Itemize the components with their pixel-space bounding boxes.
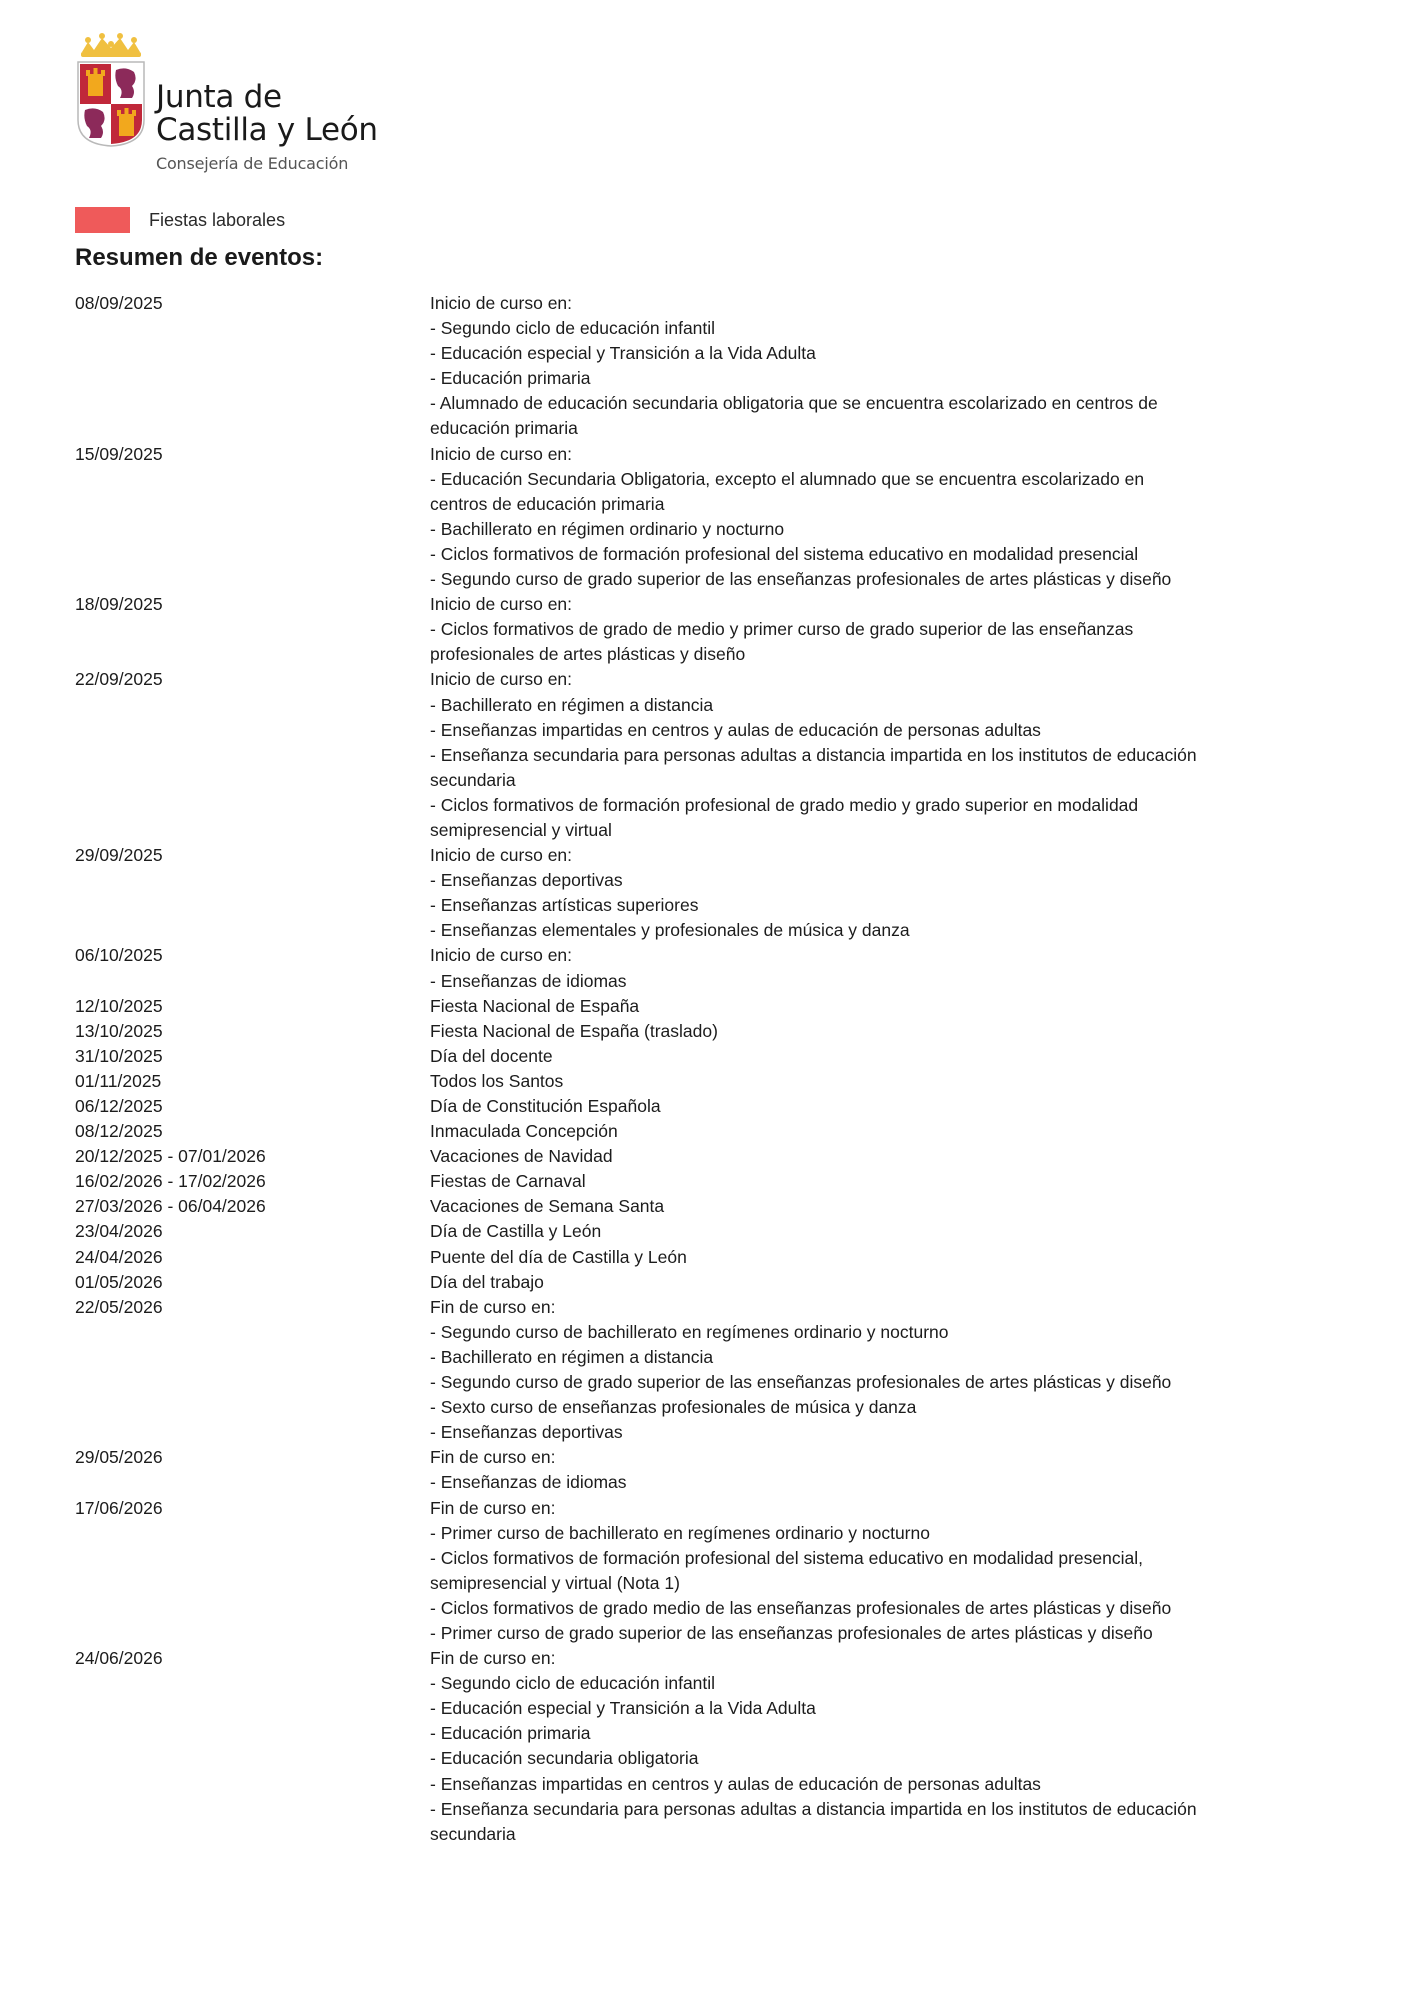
event-date: 22/09/2025	[75, 669, 163, 690]
event-description-line: Día del docente	[430, 1045, 553, 1066]
junta-logo	[76, 32, 416, 182]
event-description-line: - Segundo curso de grado superior de las enseñanzas profesionales de artes plásticas y diseño	[430, 1372, 1172, 1393]
event-row	[75, 1094, 1375, 1119]
event-description-line: - Educación especial y Transición a la Vida Adulta	[430, 343, 816, 364]
event-date: 18/09/2025	[75, 594, 163, 615]
event-date: 15/09/2025	[75, 443, 163, 464]
event-description-line: Fin de curso en:	[430, 1648, 556, 1669]
event-row	[75, 1169, 1375, 1194]
event-description-line: Inicio de curso en:	[430, 945, 573, 966]
event-date: 29/09/2025	[75, 845, 163, 866]
event-description	[430, 1245, 1375, 1270]
summary-title: Resumen de eventos:	[75, 244, 324, 271]
legend	[75, 207, 285, 233]
event-row	[75, 843, 1375, 943]
legend-swatch-fiestas	[75, 207, 130, 233]
event-description-line: - Enseñanza secundaria para personas adultas a distancia impartida en los institutos de educación	[430, 744, 1197, 765]
event-description-line: semipresencial y virtual (Nota 1)	[430, 1572, 680, 1593]
event-date: 20/12/2025 - 07/01/2026	[75, 1146, 266, 1167]
event-description-line: - Enseñanzas impartidas en centros y aulas de educación de personas adultas	[430, 719, 1041, 740]
event-date: 27/03/2026 - 06/04/2026	[75, 1196, 266, 1217]
event-description	[430, 1169, 1375, 1194]
event-description	[430, 1295, 1375, 1446]
logo-title-line1: Junta de	[156, 79, 282, 115]
event-description-line: centros de educación primaria	[430, 493, 665, 514]
event-date: 24/06/2026	[75, 1648, 163, 1669]
event-date: 29/05/2026	[75, 1447, 163, 1468]
event-row	[75, 291, 1375, 442]
event-row	[75, 1044, 1375, 1069]
event-description	[430, 592, 1375, 667]
event-description-line: - Educación primaria	[430, 1723, 591, 1744]
coat-of-arms-icon	[76, 32, 146, 152]
event-date: 24/04/2026	[75, 1246, 163, 1267]
event-description-line: - Ciclos formativos de formación profesional del sistema educativo en modalidad presencial	[430, 543, 1139, 564]
event-date: 17/06/2026	[75, 1497, 163, 1518]
event-description	[430, 1044, 1375, 1069]
event-description	[430, 442, 1375, 593]
event-row	[75, 592, 1375, 667]
event-description-line: Fin de curso en:	[430, 1296, 556, 1317]
event-description-line: Inicio de curso en:	[430, 669, 573, 690]
event-description	[430, 1646, 1375, 1847]
event-date: 06/10/2025	[75, 945, 163, 966]
event-description-line: Fiesta Nacional de España (traslado)	[430, 1020, 718, 1041]
events-list	[75, 291, 1375, 1847]
event-description	[430, 943, 1375, 993]
event-description	[430, 1119, 1375, 1144]
event-description-line: Fin de curso en:	[430, 1497, 556, 1518]
event-description-line: Inmaculada Concepción	[430, 1121, 618, 1142]
event-description-line: Fin de curso en:	[430, 1447, 556, 1468]
event-description-line: Inicio de curso en:	[430, 293, 573, 313]
logo-subtitle: Consejería de Educación	[156, 154, 349, 173]
event-description-line: secundaria	[430, 769, 516, 790]
event-description-line: - Sexto curso de enseñanzas profesionales de música y danza	[430, 1397, 917, 1418]
event-description-line: - Ciclos formativos de formación profesional de grado medio y grado superior en modalidad	[430, 794, 1139, 815]
event-description-line: - Enseñanzas elementales y profesionales de música y danza	[430, 920, 910, 941]
event-description-line: - Educación Secundaria Obligatoria, excepto el alumnado que se encuentra escolarizado en	[430, 468, 1145, 489]
event-description-line: - Educación secundaria obligatoria	[430, 1748, 699, 1769]
event-description	[430, 1094, 1375, 1119]
event-description	[430, 291, 1375, 442]
event-description-line: secundaria	[430, 1823, 516, 1844]
event-description-line: Fiestas de Carnaval	[430, 1171, 586, 1192]
event-description	[430, 1194, 1375, 1219]
event-row	[75, 1019, 1375, 1044]
event-description-line: Día del trabajo	[430, 1271, 544, 1292]
event-description-line: profesionales de artes plásticas y diseño	[430, 644, 746, 665]
event-description-line: - Educación primaria	[430, 368, 591, 389]
event-description-line: - Segundo ciclo de educación infantil	[430, 1673, 716, 1694]
event-description-line: - Bachillerato en régimen a distancia	[430, 1346, 714, 1367]
event-description-line: - Enseñanzas artísticas superiores	[430, 895, 699, 916]
event-description-line: Día de Castilla y León	[430, 1221, 602, 1242]
event-description-line: - Educación especial y Transición a la Vida Adulta	[430, 1698, 816, 1719]
event-row	[75, 1119, 1375, 1144]
event-date: 06/12/2025	[75, 1096, 163, 1116]
event-description	[430, 1069, 1375, 1094]
event-description-line: Inicio de curso en:	[430, 594, 573, 615]
event-description-line: - Enseñanza secundaria para personas adultas a distancia impartida en los institutos de educación	[430, 1798, 1197, 1819]
event-description-line: - Enseñanzas impartidas en centros y aulas de educación de personas adultas	[430, 1773, 1041, 1794]
event-row	[75, 1496, 1375, 1647]
logo-title-line2: Castilla y León	[156, 112, 378, 148]
event-description-line: - Ciclos formativos de formación profesional del sistema educativo en modalidad presencial,	[430, 1547, 1143, 1568]
event-description-line: - Enseñanzas de idiomas	[430, 970, 627, 991]
event-description	[430, 1496, 1375, 1647]
event-row	[75, 1646, 1375, 1847]
event-description-line: semipresencial y virtual	[430, 819, 612, 840]
event-description	[430, 1445, 1375, 1495]
event-description	[430, 843, 1375, 943]
event-description	[430, 1219, 1375, 1244]
event-row	[75, 1194, 1375, 1219]
event-row	[75, 994, 1375, 1019]
event-description	[430, 994, 1375, 1019]
event-description-line: - Segundo curso de grado superior de las enseñanzas profesionales de artes plásticas y diseño	[430, 569, 1172, 590]
event-row	[75, 667, 1375, 843]
event-row	[75, 943, 1375, 993]
event-date: 16/02/2026 - 17/02/2026	[75, 1171, 266, 1192]
event-description-line: Vacaciones de Navidad	[430, 1146, 613, 1167]
event-row	[75, 1270, 1375, 1295]
event-row	[75, 1144, 1375, 1169]
event-row	[75, 1245, 1375, 1270]
event-description	[430, 1270, 1375, 1295]
event-description-line: Fiesta Nacional de España	[430, 995, 640, 1016]
event-description	[430, 1144, 1375, 1169]
event-date: 01/11/2025	[75, 1070, 162, 1091]
event-date: 22/05/2026	[75, 1296, 163, 1317]
event-date: 01/05/2026	[75, 1271, 163, 1292]
event-description	[430, 1019, 1375, 1044]
event-row	[75, 1445, 1375, 1495]
event-row	[75, 1295, 1375, 1446]
event-description-line: educación primaria	[430, 418, 578, 439]
event-row	[75, 1219, 1375, 1244]
event-description-line: Inicio de curso en:	[430, 443, 573, 464]
event-date: 31/10/2025	[75, 1045, 163, 1066]
event-description	[430, 667, 1375, 843]
event-description-line: - Enseñanzas deportivas	[430, 1422, 623, 1443]
event-description-line: Todos los Santos	[430, 1070, 564, 1091]
event-date: 23/04/2026	[75, 1221, 163, 1242]
event-description-line: - Bachillerato en régimen a distancia	[430, 694, 714, 715]
event-description-line: - Bachillerato en régimen ordinario y nocturno	[430, 518, 785, 539]
event-description-line: - Alumnado de educación secundaria obligatoria que se encuentra escolarizado en centros de	[430, 393, 1158, 414]
event-date: 13/10/2025	[75, 1020, 163, 1041]
event-description-line: - Enseñanzas deportivas	[430, 870, 623, 891]
event-date: 08/12/2025	[75, 1121, 163, 1142]
event-description-line: - Primer curso de grado superior de las enseñanzas profesionales de artes plásticas y diseño	[430, 1622, 1153, 1643]
legend-label: Fiestas laborales	[149, 209, 286, 230]
event-date: 12/10/2025	[75, 995, 163, 1016]
event-description-line: - Segundo curso de bachillerato en regímenes ordinario y nocturno	[430, 1321, 949, 1342]
event-description-line: - Ciclos formativos de grado de medio y primer curso de grado superior de las enseñanzas	[430, 619, 1134, 640]
event-description-line: Vacaciones de Semana Santa	[430, 1196, 665, 1217]
event-description-line: Día de Constitución Española	[430, 1096, 661, 1116]
event-description-line: - Ciclos formativos de grado medio de las enseñanzas profesionales de artes plásticas y diseño	[430, 1597, 1172, 1618]
event-date: 08/09/2025	[75, 293, 163, 313]
event-row	[75, 1069, 1375, 1094]
event-description-line: - Primer curso de bachillerato en regímenes ordinario y nocturno	[430, 1522, 930, 1543]
event-description-line: - Segundo ciclo de educación infantil	[430, 318, 716, 339]
event-description-line: - Enseñanzas de idiomas	[430, 1472, 627, 1493]
event-description-line: Puente del día de Castilla y León	[430, 1246, 687, 1267]
event-description-line: Inicio de curso en:	[430, 845, 573, 866]
event-row	[75, 442, 1375, 593]
